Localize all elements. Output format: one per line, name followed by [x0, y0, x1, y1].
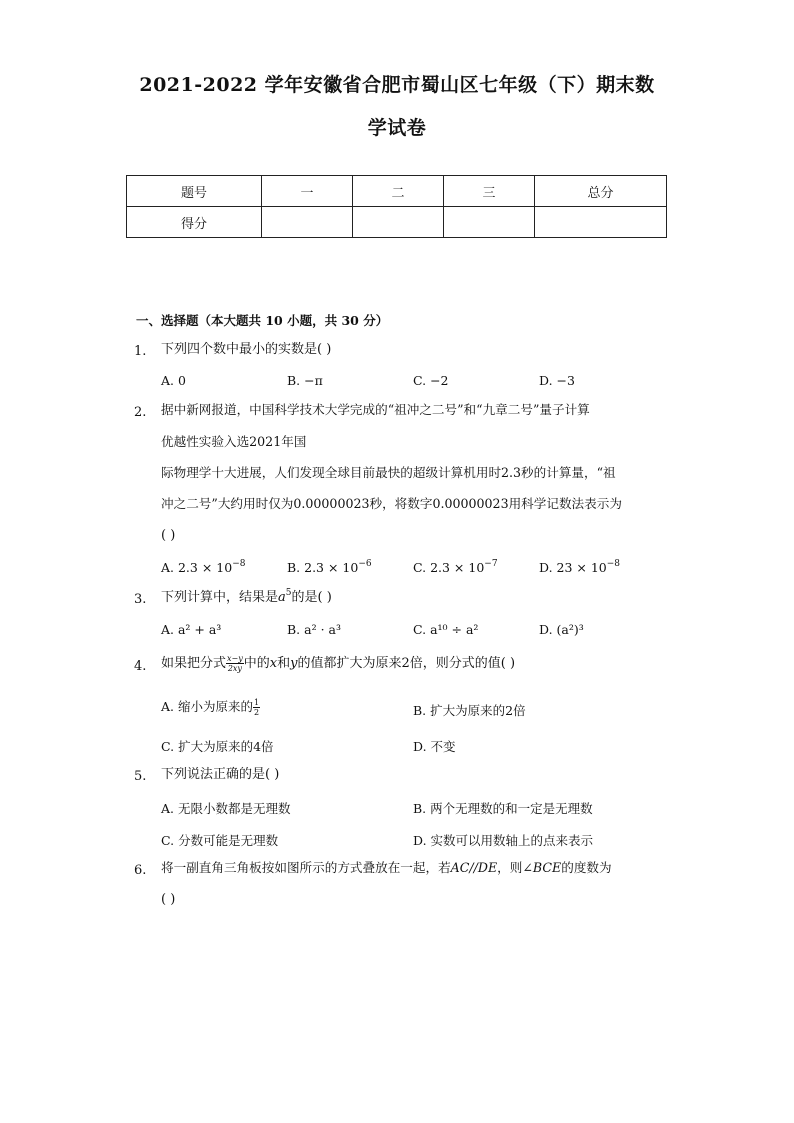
section-heading-choice: 一、选择题（本大题共 10 小题，共 30 分）: [136, 313, 389, 328]
question-text-mid: 和: [277, 656, 291, 671]
option-c-base: C. 2.3 × 10: [413, 560, 485, 575]
exam-title-line2: 学试卷: [367, 117, 427, 139]
question-text-mid: ，则: [497, 860, 523, 875]
question-text: 下列四个数中最小的实数是( ): [161, 342, 332, 357]
fraction: [253, 698, 260, 717]
fraction-denominator: 2xy: [227, 664, 242, 673]
option-d: D. 不变: [413, 739, 456, 754]
question-number: 2.: [134, 405, 147, 420]
question-number: 3.: [134, 592, 147, 607]
header-cell-question-no: 题号: [127, 176, 262, 207]
option-b: [287, 560, 372, 575]
option-c: C. 分数可能是无理数: [161, 833, 279, 848]
score-cell-part-2: [353, 207, 444, 238]
fraction-numerator: x−y: [227, 654, 243, 663]
exam-title-line1: 2021-2022 学年安徽省合肥市蜀山区七年级（下）期末数: [139, 74, 655, 96]
question-text-line: 际物理学十大进展，人们发现全球目前最快的超级计算机用时2.3秒的计算量，“祖: [161, 465, 616, 480]
score-cell-part-1: [262, 207, 353, 238]
option-b-base: B. 2.3 × 10: [287, 560, 359, 575]
option-d-base: D. 23 × 10: [539, 560, 607, 575]
option-d: D. 实数可以用数轴上的点来表示: [413, 833, 594, 848]
question-text: [161, 862, 612, 875]
option-b: B. 扩大为原来的2倍: [413, 703, 526, 718]
option-b: B. 两个无理数的和一定是无理数: [413, 801, 593, 816]
score-table-score-row: [127, 207, 667, 238]
question-text-line: ( ): [161, 528, 176, 543]
math-exponent: 5: [285, 588, 292, 598]
question-text-line: ( ): [161, 892, 176, 907]
math-expression: ∠BCE: [522, 860, 562, 875]
question-text-post: 的度数为: [561, 860, 612, 875]
question-text: [161, 654, 515, 674]
score-row-label: 得分: [127, 207, 262, 238]
option-d: [539, 560, 620, 575]
option-a-base: A. 2.3 × 10: [161, 560, 233, 575]
question-text: [161, 588, 332, 605]
option-a-text: A. 缩小为原来的: [161, 699, 253, 714]
math-variable-y: y: [290, 656, 298, 671]
question-text-pre: 如果把分式: [161, 656, 227, 671]
score-table: [126, 175, 667, 238]
score-cell-part-3: [444, 207, 535, 238]
option-a-exponent: −8: [232, 559, 246, 569]
option-d-exponent: −8: [606, 559, 621, 569]
math-expression: AC//DE: [450, 860, 498, 875]
option-c-exponent: −7: [484, 559, 498, 569]
question-number: 1.: [134, 344, 147, 359]
fraction: [226, 654, 244, 673]
option-c: [413, 560, 498, 575]
header-cell-total: 总分: [535, 176, 667, 207]
question-text-pre: 下列计算中，结果是: [161, 590, 279, 605]
math-variable-x: x: [269, 656, 278, 671]
option-a: A. 0: [161, 373, 186, 388]
question-text-line: 冲之二号”大约用时仅为0.00000023秒，将数字0.00000023用科学记数法表示为: [161, 496, 622, 511]
question-text: 下列说法正确的是( ): [161, 767, 280, 782]
option-c: C. a¹⁰ ÷ a²: [413, 622, 479, 637]
question-text-line: 据中新网报道，中国科学技术大学完成的“祖冲之二号”和“九章二号”量子计算: [161, 402, 590, 417]
fraction-numerator: 1: [253, 698, 260, 707]
option-a: A. a² + a³: [161, 622, 222, 637]
header-cell-part-3: 三: [444, 176, 535, 207]
question-text-mid: 中的: [243, 656, 270, 671]
header-cell-part-1: 一: [262, 176, 353, 207]
question-text-pre: 将一副直角三角板按如图所示的方式叠放在一起，若: [161, 860, 451, 875]
score-cell-total: [535, 207, 667, 238]
question-number: 5.: [134, 769, 147, 784]
option-b: B. a² · a³: [287, 622, 341, 637]
question-text-line: 优越性实验入选2021年国: [161, 434, 307, 449]
option-d: D. (a²)³: [539, 622, 584, 637]
header-cell-part-2: 二: [353, 176, 444, 207]
question-text-post: 的是( ): [291, 590, 332, 605]
option-c: C. 扩大为原来的4倍: [161, 739, 274, 754]
option-a: A. 无限小数都是无理数: [161, 801, 291, 816]
fraction-denominator: 2: [253, 708, 260, 717]
question-number: 6.: [134, 863, 147, 878]
score-table-header-row: [127, 176, 667, 207]
question-number: 4.: [134, 659, 147, 674]
question-text-post: 的值都扩大为原来2倍，则分式的值( ): [297, 656, 516, 671]
option-a: [161, 560, 245, 575]
math-variable: a: [278, 590, 286, 605]
option-a: [161, 696, 260, 718]
option-c: C. −2: [413, 373, 449, 388]
option-d: D. −3: [539, 373, 575, 388]
option-b-exponent: −6: [358, 559, 372, 569]
option-b: B. −π: [287, 373, 323, 388]
